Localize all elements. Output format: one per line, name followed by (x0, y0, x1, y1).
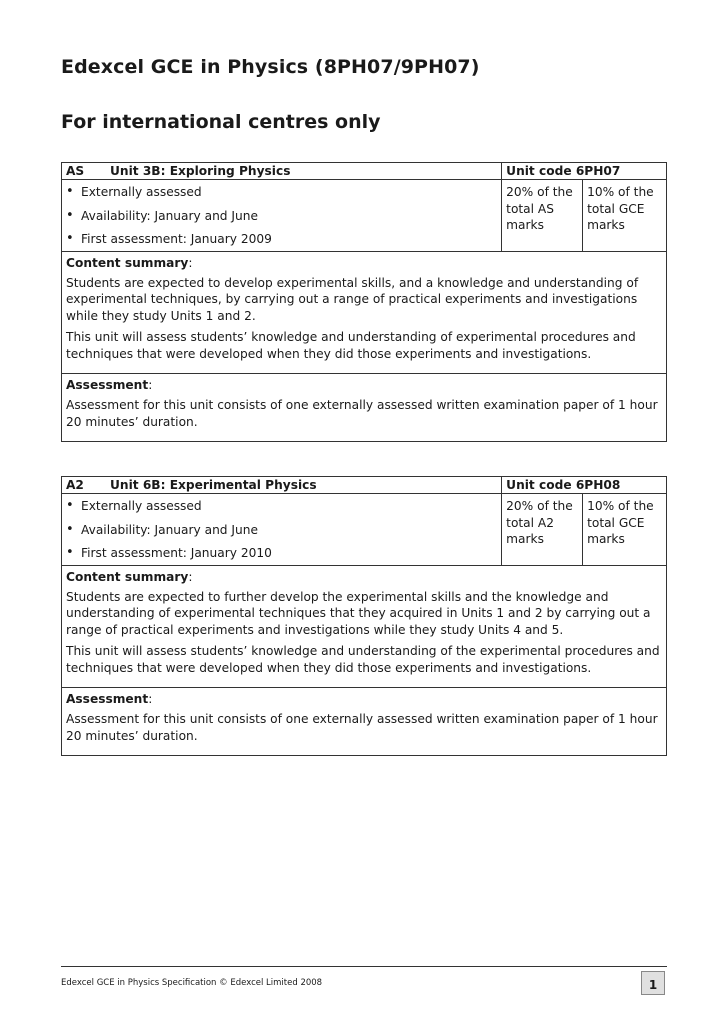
unit-table-a2 (61, 476, 667, 756)
page-number: 1 (641, 971, 665, 995)
content-summary-row: Content summary: Students are expected to further develop the experimental skills and the knowledge and understanding of experimental techniques that they acquired in Units 1 and 2 by carrying out a range of practical experiments and investigations while they study Units 4 and 5. This unit will assess students’ knowledge and understanding of the experimental procedures and techniques that were developed when they did those experiments and investigations. (62, 565, 667, 687)
unit-level: A2 (66, 478, 84, 492)
gce-percentage: 10% of the total GCE marks (583, 494, 667, 565)
bullet-item: • Externally assessed (66, 184, 497, 200)
unit-header-row (62, 477, 667, 494)
content-paragraph: This unit will assess students’ knowledge and understanding of the experimental procedures and techniques that were developed when they did those experiments and investigations. (66, 644, 660, 675)
gce-percentage: 10% of the total GCE marks (583, 180, 667, 251)
assessment-row: Assessment: Assessment for this unit consists of one externally assessed written examination paper of 1 hour 20 minutes’ duration. (62, 688, 667, 756)
unit-code: Unit code 6PH08 (502, 477, 667, 494)
assessment-text: Assessment for this unit consists of one externally assessed written examination paper of 1 hour 20 minutes’ duration. (66, 712, 658, 743)
content-paragraph: Students are expected to further develop the experimental skills and the knowledge and understanding of experimental techniques that they acquired in Units 1 and 2 by carrying out a range of practical experiments and investigations while they study Units 4 and 5. (66, 590, 651, 637)
unit-code: Unit code 6PH07 (502, 163, 667, 180)
document-subtitle: For international centres only (61, 111, 381, 133)
assessment-label: Assessment (66, 692, 149, 707)
unit-bullet-list (66, 184, 497, 247)
content-paragraph: Students are expected to develop experimental skills, and a knowledge and understanding of experimental techniques, by carrying out a range of practical experiments and investigations while they study Units 1 and 2. (66, 276, 639, 323)
document-title: Edexcel GCE in Physics (8PH07/9PH07) (61, 56, 480, 78)
assessment-text: Assessment for this unit consists of one externally assessed written examination paper of 1 hour 20 minutes’ duration. (66, 398, 658, 429)
assessment-row: Assessment: Assessment for this unit consists of one externally assessed written examination paper of 1 hour 20 minutes’ duration. (62, 374, 667, 442)
level-percentage: 20% of the total A2 marks (502, 494, 583, 565)
content-summary-row: Content summary: Students are expected to develop experimental skills, and a knowledge and understanding of experimental techniques, by carrying out a range of practical experiments and investigations while they study Units 1 and 2. This unit will assess students’ knowledge and understanding of experimental procedures and techniques that were developed when they did those experiments and investigations. (62, 251, 667, 373)
footer-divider (61, 966, 667, 967)
unit-name: Unit 3B: Exploring Physics (110, 164, 291, 178)
unit-level: AS (66, 164, 85, 178)
unit-info-row (62, 494, 667, 565)
bullet-item: • First assessment: January 2010 (66, 545, 497, 561)
bullet-item: • Externally assessed (66, 498, 497, 514)
unit-table-as (61, 162, 667, 442)
footer-text: Edexcel GCE in Physics Specification © Edexcel Limited 2008 (61, 978, 323, 988)
content-paragraph: This unit will assess students’ knowledge and understanding of experimental procedures and techniques that were developed when they did those experiments and investigations. (66, 330, 636, 361)
content-summary-label: Content summary (66, 569, 189, 584)
assessment-label: Assessment (66, 378, 149, 393)
content-summary-label: Content summary (66, 255, 189, 270)
unit-name: Unit 6B: Experimental Physics (110, 478, 317, 492)
bullet-item: • Availability: January and June (66, 208, 497, 224)
unit-header-row (62, 163, 667, 180)
unit-info-row (62, 180, 667, 251)
bullet-item: • Availability: January and June (66, 522, 497, 538)
unit-bullet-list (66, 498, 497, 561)
level-percentage: 20% of the total AS marks (502, 180, 583, 251)
bullet-item: • First assessment: January 2009 (66, 231, 497, 247)
